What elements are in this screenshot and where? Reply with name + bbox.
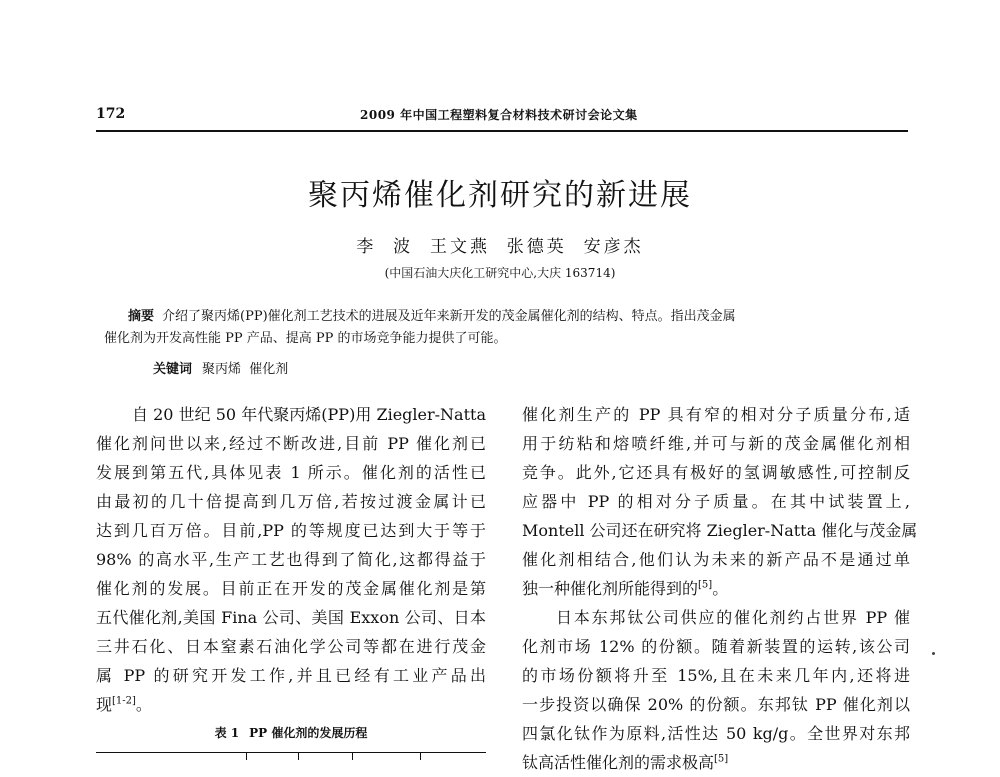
body-left-column bbox=[96, 400, 486, 719]
body-line: 发展到第五代,具体见表 1 所示。催化剂的活性已 bbox=[96, 463, 486, 482]
page-number: 172 bbox=[96, 106, 126, 122]
table-label: 表 1 bbox=[214, 726, 240, 740]
body-line: 的市场份额将升至 15%,且在未来几年内,还将进 bbox=[522, 666, 910, 685]
body-line: 五代催化剂,美国 Fina 公司、美国 Exxon 公司、日本 bbox=[96, 608, 486, 627]
running-header: 2009 年中国工程塑料复合材料技术研讨会论文集 bbox=[360, 108, 638, 122]
table-caption-text: PP 催化剂的发展历程 bbox=[249, 726, 368, 740]
table-top-rule bbox=[96, 752, 486, 753]
body-line bbox=[522, 574, 910, 603]
abstract-label: 摘要 bbox=[128, 309, 155, 324]
header-rule bbox=[96, 130, 908, 132]
body-text: 。 bbox=[712, 579, 729, 598]
keywords bbox=[153, 358, 288, 377]
authors: 李 波 王文燕 张德英 安彦杰 bbox=[356, 237, 644, 257]
reference-mark: [1-2] bbox=[112, 695, 136, 707]
body-text: 独一种催化剂所能得到的 bbox=[522, 579, 699, 598]
affiliation: (中国石油大庆化工研究中心,大庆 163714) bbox=[384, 266, 616, 280]
body-line: 四氯化钛作为原料,活性达 50 kg/g。全世界对东邦 bbox=[522, 724, 910, 743]
body-line: 化剂市场 12% 的份额。随着新装置的运转,该公司 bbox=[522, 637, 910, 656]
body-line: 三井石化、日本窒素石油化学公司等都在进行茂金 bbox=[96, 637, 486, 656]
article-title: 聚丙烯催化剂研究的新进展 bbox=[308, 178, 692, 213]
body-line: Montell 公司还在研究将 Ziegler-Natta 催化与茂金属 bbox=[522, 521, 918, 540]
table-column-tick bbox=[352, 752, 353, 760]
abstract-text-1: 介绍了聚丙烯(PP)催化剂工艺技术的进展及近年来新开发的茂金属催化剂的结构、特点。指出茂金属 bbox=[162, 309, 736, 324]
table-column-tick bbox=[420, 752, 421, 760]
body-line: 一步投资以确保 20% 的份额。东邦钛 PP 催化剂以 bbox=[522, 695, 910, 714]
table-column-tick bbox=[298, 752, 299, 760]
table-caption bbox=[96, 724, 486, 741]
body-line: 催化剂问世以来,经过不断改进,目前 PP 催化剂已 bbox=[96, 434, 486, 453]
keywords-text: 聚丙烯 催化剂 bbox=[202, 362, 289, 377]
body-line: 由最初的几十倍提高到几万倍,若按过渡金属计已 bbox=[96, 492, 486, 511]
scan-speck bbox=[932, 652, 935, 655]
body-line: 催化剂生产的 PP 具有窄的相对分子质量分布,适 bbox=[522, 405, 910, 424]
body-text: 钛高活性催化剂的需求极高 bbox=[522, 753, 715, 772]
body-line: 日本东邦钛公司供应的催化剂约占世界 PP 催 bbox=[556, 608, 910, 627]
abstract bbox=[104, 306, 898, 350]
body-line: 达到几百万倍。目前,PP 的等规度已达到大于等于 bbox=[96, 521, 486, 540]
body-right-column bbox=[522, 400, 918, 777]
body-line: 98% 的高水平,生产工艺也得到了简化,这都得益于 bbox=[96, 550, 486, 569]
body-line: 自 20 世纪 50 年代聚丙烯(PP)用 Ziegler-Natta bbox=[132, 405, 486, 424]
body-text: 。 bbox=[135, 695, 152, 714]
abstract-line-2: 催化剂为开发高性能 PP 产品、提高 PP 的市场竞争能力提供了可能。 bbox=[104, 331, 507, 346]
body-line: 属 PP 的研究开发工作,并且已经有工业产品出 bbox=[96, 666, 486, 685]
body-line: 应器中 PP 的相对分子质量。在其中试装置上, bbox=[522, 492, 910, 511]
body-line: 用于纺粘和熔喷纤维,并可与新的茂金属催化剂相 bbox=[522, 434, 910, 453]
body-text: 现 bbox=[96, 695, 113, 714]
body-line bbox=[522, 748, 910, 777]
keywords-label: 关键词 bbox=[153, 362, 193, 377]
body-line: 竞争。此外,它还具有极好的氢调敏感性,可控制反 bbox=[522, 463, 910, 482]
reference-mark: [5] bbox=[714, 753, 729, 765]
table-column-tick bbox=[246, 752, 247, 760]
reference-mark: [5] bbox=[698, 579, 713, 591]
body-line: 催化剂相结合,他们认为未来的新产品不是通过单 bbox=[522, 550, 910, 569]
body-line bbox=[96, 690, 486, 719]
abstract-line-1 bbox=[128, 306, 898, 328]
body-line: 催化剂的发展。目前正在开发的茂金属催化剂是第 bbox=[96, 579, 486, 598]
